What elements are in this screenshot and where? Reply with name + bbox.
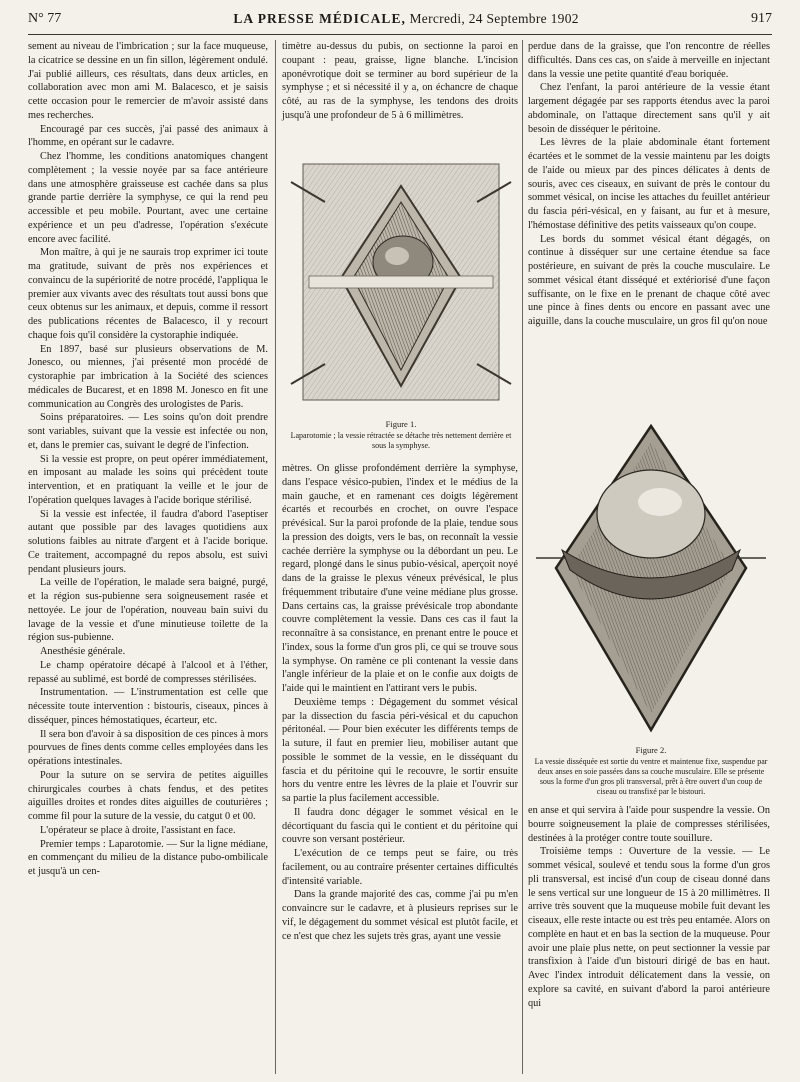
- paragraph: Encouragé par ces succès, j'ai passé des animaux à l'homme, en opérant sur le cadavre.: [28, 123, 268, 149]
- figure-2-caption: [532, 745, 770, 797]
- journal-name: LA PRESSE MÉDICALE,: [233, 11, 406, 26]
- column-divider: [522, 40, 523, 1074]
- paragraph: L'exécution de ce temps peut se faire, ou très facilement, ou au contraire présenter certaines difficultés d'intensité variable.: [282, 848, 518, 887]
- figure-2-label: Figure 2.: [635, 745, 667, 755]
- paragraph: Instrumentation. — L'instrumentation est celle que nécessite toute intervention : bistouris, ciseaux, pinces à disséquer, pinces hémostatiques, écarteur, etc.: [28, 687, 268, 726]
- paragraph: Il faudra donc dégager le sommet vésical en le décortiquant du fascia qui le contient et du péritoine qui couvre son versant postérieur.: [282, 806, 518, 846]
- paragraph: Les lèvres de la plaie abdominale étant fortement écartées et le sommet de la vessie maintenu par les doigts de l'aide ou mieux par des pinces délicates à dents de souris, avec ces ciseaux, en suivant de près le contour du sommet vésical, on incise les attaches du feuillet antérieur du fascia péri-vésical, en y faisant, au fur et à mesure, l'hémostase définitive des petits vaisseaux qu'on coupe.: [528, 137, 770, 231]
- paragraph: mètres. On glisse profondément derrière la symphyse, dans l'espace vésico-pubien, l'index et le médius de la main gauche, et en ramenant ces doigts légèrement écartés et recourbés en crochet, on ouvre l'espace prévésical. Sur la paroi profonde de la plaie, tendue sous la pression des doigts, vers le bas, on reconnaît la vessie cachée derrière la symphyse ou la débordant un peu. Le regard, plongé dans le sinus pubio-vésical, aperçoit noyé dans de la graisse le plexus véneux prévésical, le plus fréquemment tributaire d'une veine médiane plus grosse. Dans certains cas, la graisse prévésicale trop abondante couvre complètement la vessie. Dans ces cas il faut la reconnaître à sa consistance, en prenant entre le pouce et l'index, sous la forme d'un gros pli, ce qui se trouve sous la symphyse. On ramène ce pli contenant la vessie dans l'angle inférieur de la plaie et on le confie aux doigts de l'aide qui le maintient en l'attirant vers le pubis.: [282, 463, 518, 694]
- paragraph: timètre au-dessus du pubis, on sectionne la paroi en coupant : peau, graisse, ligne blanche. L'incision aponévrotique doit se terminer au bord supérieur de la symphyse ; et si nécessité il y a, on échancre de chaque côté, au ras de la symphyse, les tendons des droits jusqu'à une profondeur de 5 à 6 millimètres.: [282, 41, 518, 121]
- paragraph: Troisième temps : Ouverture de la vessie. — Le sommet vésical, soulevé et tendu sous la forme d'un gros pli transversal, est incisé d'un coup de ciseau donné dans le sens vertical sur une longueur de 15 à 20 millimètres. Il arrive très souvent que la muqueuse mobile fuit devant les ciseaux, elle reste intacte ou est très peu entamée. Alors on complète en haut et en bas la section de la muqueuse. Pour avoir une plaie plus nette, on peut sectionner la vessie par transfixion à l'aide d'un bistouri dirigé de bas en haut. Avec l'index introduit délicatement dans la vessie, on explore sa cavité, en suivant d'abord la paroi antérieure qui: [528, 846, 770, 1009]
- column-1: [28, 40, 268, 879]
- paragraph: En 1897, basé sur plusieurs observations de M. Jonesco, ou miennes, j'ai présenté mon procédé de cystoraphie par imbrication à la Société des sciences médicales de Bucarest, et en 1898 M. Jonesco en fit une communication au Congrès des urologistes de Paris.: [28, 343, 268, 410]
- paragraph: sement au niveau de l'imbrication ; sur la face muqueuse, la cicatrice se dessine en un fin sillon, légèrement ondulé. J'ai publié ailleurs, ces résultats, dans deux articles, en collaboration avec mon ami M. Balacesco, et je saisis cette occasion pour le remercier de m'avoir assisté dans mes recherches.: [28, 41, 268, 121]
- issue-date: Mercredi, 24 Septembre 1902: [405, 11, 579, 26]
- header-rule: [28, 34, 772, 35]
- paragraph: Mon maître, à qui je ne saurais trop exprimer ici toute ma gratitude, suivant de près nos expériences et convaincu de la supériorité de notre procédé, l'appliqua le premier aux vivants avec des résultats tout aussi bons que ceux obtenus sur les animaux, et depuis, comme il ressort des publications récentes de Balacesco, il y recourt chaque fois qu'il considère la cystoraphie indiquée.: [28, 247, 268, 341]
- figure-2-text: La vessie disséquée est sortie du ventre et maintenue fixe, suspendue par deux anses en soie passées dans sa couche musculaire. Elle se présente sous la forme d'un gros pli transversal, prêt à être ouvert d'un coup de ciseau ou transfixé par le bistouri.: [534, 757, 768, 796]
- page-header: [28, 6, 772, 32]
- paragraph: Si la vessie est infectée, il faudra d'abord l'aseptiser autant que possible par des lavages quotidiens aux solutions faibles au nitrate d'argent et à l'acide borique. Ce traitement, accompagné du repos absolu, est suivi pendant plusieurs jours.: [28, 508, 268, 575]
- paragraph: Si la vessie est propre, on peut opérer immédiatement, en imposant au malade les soins qui précèdent toute intervention, et en pratiquant la veille et le jour de l'opération quelques lavages à l'acide borique stérilisé.: [28, 453, 268, 506]
- paragraph: en anse et qui servira à l'aide pour suspendre la vessie. On bourre soigneusement la plaie de compresses stérilisées, destinées à la protéger contre toute souillure.: [528, 805, 770, 844]
- paragraph: Deuxième temps : Dégagement du sommet vésical par la dissection du fascia péri-vésical et du capuchon péritonéal. — Pour bien exécuter les différents temps de la suture, il faut en premier lieu, mobiliser autant que possible le sommet de la vessie, en le disséquant du fascia et du péritoine qui le recouvre, le sortir ensuite hors du ventre entre les lèvres de la plaie et l'ouvrir sur sa partie la plus facilement accessible.: [282, 696, 518, 804]
- journal-title: [233, 11, 578, 27]
- column-2-bottom: [282, 462, 518, 943]
- figure-1-caption: [285, 419, 517, 451]
- column-3-top: [528, 40, 770, 329]
- paragraph: La veille de l'opération, le malade sera baigné, purgé, et la région sus-pubienne sera soigneusement rasée et nettoyée. Le jour de l'opération, nouveau bain suivi du lavage de la vessie et d'une minutieuse toilette de la région sus-pubienne.: [28, 577, 268, 644]
- figure-2: [532, 418, 770, 794]
- figure-1-label: Figure 1.: [385, 419, 417, 429]
- column-3-bottom: [528, 804, 770, 1010]
- paragraph: Les bords du sommet vésical étant dégagés, on continue à disséquer sur une certaine étendue sa face postérieure, en suivant de près la couche musculaire. Le sommet vésical étant disséqué et extériorisé d'une façon suffisante, on le fixe en le prenant de chaque côté avec une pince à fines dents ou encore en passant avec une aiguille, dans la couche musculaire, un gros fil qu'on noue: [528, 233, 770, 327]
- paragraph: Chez l'enfant, la paroi antérieure de la vessie étant largement dégagée par ses rapports étendus avec la paroi abdominale, on l'attaque directement sans qu'il y ait besoin de disséquer le péritoine.: [528, 82, 770, 135]
- paragraph: L'opérateur se place à droite, l'assistant en face.: [40, 824, 236, 836]
- paragraph: Il sera bon d'avoir à sa disposition de ces pinces à mors pourvues de fines dents comme celles employées dans les opérations intestinales.: [28, 728, 268, 767]
- paragraph: Anesthésie générale.: [40, 646, 126, 657]
- paragraph: perdue dans de la graisse, que l'on rencontre de réelles difficultés. Dans ces cas, on s'aide à merveille en injectant dans la vessie une petite quantité d'eau boriquée.: [528, 41, 770, 80]
- paragraph: Le champ opératoire décapé à l'alcool et à l'éther, repassé au sublimé, est bordé de compresses stérilisées.: [28, 659, 268, 685]
- column-2-top: [282, 40, 518, 123]
- paragraph: Dans la grande majorité des cas, comme j'ai pu m'en convaincre sur le cadavre, et à plusieurs reprises sur le vif, le dégagement du sommet vésical est plutôt facile, et ce n'est que chez les sujets très gras, ayant une vessie: [282, 889, 518, 942]
- figure-1-text: Laparotomie ; la vessie rétractée se détache très nettement derrière et sous la symphyse.: [290, 431, 512, 450]
- paragraph: Soins préparatoires. — Les soins qu'on doit prendre sont variables, suivant que la vessie est infectée ou non, et, dans le premier cas, suivant le degré de l'infection.: [28, 412, 268, 451]
- paragraph: Chez l'homme, les conditions anatomiques changent complètement ; la vessie noyée par sa face antérieure dans une atmosphère graisseuse est cachée dans sa plus grande partie derrière la symphyse, ce qui la rend peu accessible et peu mobile. Pourtant, avec une certaine expérience et un peu d'adresse, l'opération s'exécute encore avec facilité.: [28, 151, 268, 245]
- column-divider: [275, 40, 276, 1074]
- figure-1: [285, 158, 517, 458]
- paragraph: Premier temps : Laparotomie. — Sur la ligne médiane, en commençant du milieu de la distance pubo-ombilicale et jusqu'à un cen-: [28, 838, 268, 877]
- page-number: 917: [751, 11, 772, 26]
- dissected-bladder-illustration: [532, 418, 770, 736]
- paragraph: Pour la suture on se servira de petites aiguilles chirurgicales courbes à chats fendus, et des petites aiguilles droites et rondes dites aiguilles de couturières ; comme fil pour la suture de la vessie, du catgut 0 et 00.: [28, 769, 268, 822]
- laparotomy-illustration: [285, 158, 517, 408]
- issue-number: N° 77: [28, 11, 62, 26]
